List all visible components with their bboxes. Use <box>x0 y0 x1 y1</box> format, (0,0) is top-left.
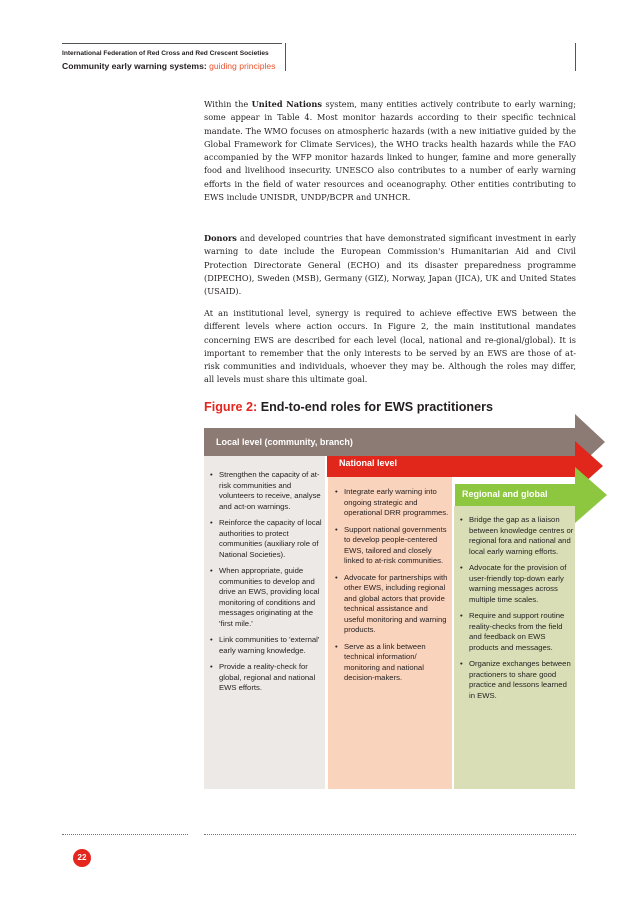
paragraph-text: system, many entities actively contribute to early warning; some appear in Table 4. Most monitor hazards according to their specific technical mandate. The WMO focuses on atmospheric hazards (with a new initiative guided by the Global Framework for Climate Services), the WHO tracks health hazards while the FAO accompanied by the WFP monitor hazards linked to hunger, famine and more generally food and livelihood insecurity. UNESCO also contributes to a number of early warning efforts in the field of water resources and oceanography. Other entities contributing to EWS include UNISDR, UNDP/BCPR and UNHCR. <box>204 99 576 203</box>
paragraph-bold-term: Donors <box>204 233 237 243</box>
regional-level-arrow <box>575 467 607 523</box>
list-item: • Support national governments to develop people-centered EWS, tailored and closely linked to at-risk communities. <box>335 525 449 567</box>
header-divider <box>285 43 286 71</box>
paragraph-text: and developed countries that have demonstrated significant investment in early warning to date include the European Commission's Humanitarian Aid and Civil Protection Directorate General (ECHO) and its disaster preparedness programme (DIPECHO), Sweden (MSB), Germany (GIZ), Norway, Japan (JICA), UK and United States (USAID). <box>204 233 576 297</box>
paragraph-donors <box>204 232 576 298</box>
list-item: • Serve as a link between technical information/ monitoring and national decision-makers. <box>335 642 449 684</box>
paragraph-bold-term: United Nations <box>251 99 322 109</box>
list-item: • Strengthen the capacity of at-risk communities and volunteers to receive, analyse and act-on warnings. <box>210 470 322 512</box>
national-level-heading: National level <box>339 458 398 468</box>
list-item: • Link communities to 'external' early warning knowledge. <box>210 635 322 656</box>
list-item: • Integrate early warning into ongoing strategic and operational DRR programmes. <box>335 487 449 519</box>
list-item: • Require and support routine reality-checks from the field and feedback on EWS products and messages. <box>460 611 574 653</box>
header-title-sub: guiding principles <box>209 61 276 71</box>
footer-rule-left <box>62 834 188 835</box>
paragraph-institutional: At an institutional level, synergy is required to achieve effective EWS between the different levels where action occurs. In Figure 2, the main institutional mandates concerning EWS are described for each level (local, national and re-gional/global). It is important to remember that the only interests to be served by an EWS are those of at-risk communities and individuals, whoever they may be. Although the roles may differ, all levels must share this ultimate goal. <box>204 308 576 385</box>
figure-title <box>204 400 493 414</box>
local-level-heading: Local level (community, branch) <box>216 437 353 447</box>
list-item: • When appropriate, guide communities to develop and drive an EWS, providing local monitoring of conditions and messages originating at the 'first mile.' <box>210 566 322 629</box>
header-rule <box>62 43 282 44</box>
national-level-list <box>335 487 449 690</box>
list-item: • Reinforce the capacity of local authorities to protect communities (auxiliary role of National Societies). <box>210 518 322 560</box>
local-level-list <box>210 470 322 700</box>
list-item: • Bridge the gap as a liaison between knowledge centres or regional fora and national and local early warning efforts. <box>460 515 574 557</box>
header-right-rule <box>575 43 576 71</box>
paragraph-united-nations <box>204 98 576 204</box>
list-item: • Advocate for the provision of user-friendly top-down early warning messages across multiple time scales. <box>460 563 574 605</box>
paragraph-text: Within the <box>204 99 252 109</box>
figure-label: Figure 2: <box>204 400 258 414</box>
regional-level-heading: Regional and global <box>462 489 548 499</box>
figure-title-text: End-to-end roles for EWS practitioners <box>260 400 493 414</box>
list-item: • Advocate for partnerships with other EWS, including regional and global actors that provide technical assistance and useful monitoring and warning products. <box>335 573 449 636</box>
header-title-main: Community early warning systems: <box>62 61 207 71</box>
list-item: • Organize exchanges between practioners to share good practice and lessons learned in EWS. <box>460 659 574 701</box>
page-number: 22 <box>73 849 91 867</box>
footer-rule-right <box>204 834 576 835</box>
regional-level-list <box>460 515 574 707</box>
header-title <box>62 61 276 71</box>
header-organization: International Federation of Red Cross and Red Crescent Societies <box>62 50 269 57</box>
list-item: • Provide a reality-check for global, regional and national EWS efforts. <box>210 662 322 694</box>
